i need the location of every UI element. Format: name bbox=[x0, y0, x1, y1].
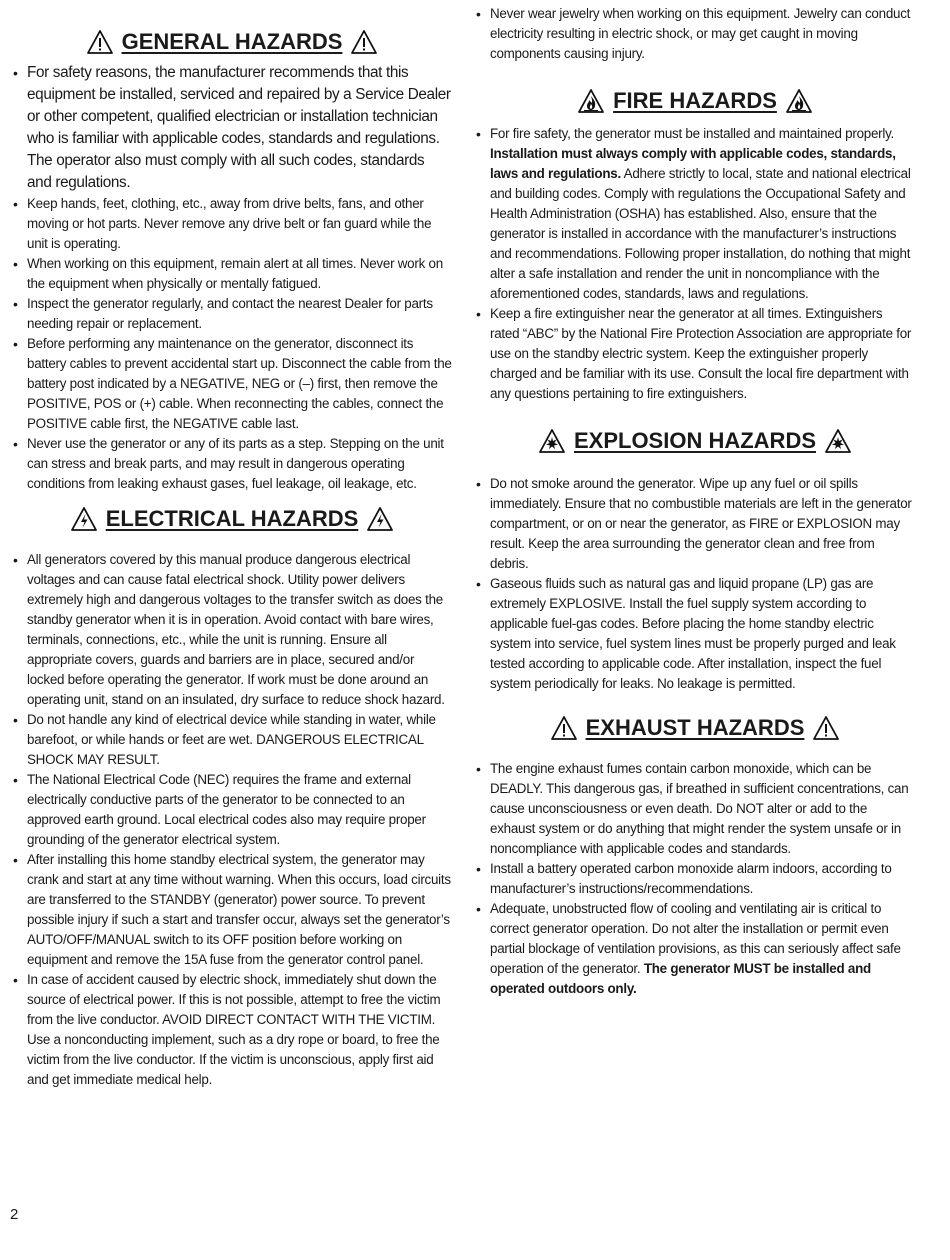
list-item: • After installing this home standby electrical system, the generator may crank and start at any time without warning. When this occurs, load circuits are transferred to the STANDBY (generator) power source. To prevent possible injury if such a start and transfer occur, always set the generator’s AUTO/OFF/MANUAL switch to its OFF position before working on equipment and remove the 15A fuse from the generator control panel. bbox=[12, 850, 452, 970]
explosion-hazards-title: EXPLOSION HAZARDS bbox=[573, 428, 817, 453]
exhaust-hazards-title: EXHAUST HAZARDS bbox=[585, 715, 805, 740]
list-item: • Install a battery operated carbon monoxide alarm indoors, according to manufacturer’s instructions/recommendations. bbox=[475, 859, 915, 899]
list-item: • Never wear jewelry when working on this equipment. Jewelry can conduct electricity resulting in electric shock, or may get caught in moving components causing injury. bbox=[475, 4, 915, 64]
fire-hazards-title: FIRE HAZARDS bbox=[613, 88, 777, 113]
explosion-triangle-icon bbox=[824, 428, 852, 454]
fire-triangle-icon bbox=[577, 88, 605, 114]
list-item: • The National Electrical Code (NEC) requires the frame and external electrically conductive parts of the generator to be connected to an approved earth ground. Local electrical codes also may require proper grounding of the generator electrical system. bbox=[12, 770, 452, 850]
explosion-triangle-icon bbox=[538, 428, 566, 454]
explosion-hazards-heading bbox=[475, 426, 915, 456]
list-item: • When working on this equipment, remain alert at all times. Never work on the equipment when physically or mentally fatigued. bbox=[12, 254, 452, 294]
exhaust-item-bold-text: The generator MUST be installed and operated outdoors only. bbox=[490, 961, 871, 996]
list-item: • For safety reasons, the manufacturer recommends that this equipment be installed, serviced and repaired by a Service Dealer or other competent, qualified electrician or installation technician who is familiar with applicable codes, standards and regulations. The operator also must comply with all such codes, standards and regulations. bbox=[12, 62, 452, 194]
left-column bbox=[12, 0, 452, 1090]
electrical-hazards-title: ELECTRICAL HAZARDS bbox=[105, 506, 359, 531]
list-item: • Do not smoke around the generator. Wipe up any fuel or oil spills immediately. Ensure that no combustible materials are left in the generator compartment, or on or near the generator, as FIRE or EXPLOSION may result. Keep the area surrounding the generator clean and free from debris. bbox=[475, 474, 915, 574]
exhaust-item-text: Adequate, unobstructed flow of cooling and ventilating air is critical to correct generator operation. Do not alter the installation or permit even partial blockage of ventilation provisions, as this can seriously affect safe operation of the generator. bbox=[490, 901, 901, 976]
exhaust-hazards-list bbox=[475, 759, 915, 999]
list-item: • Keep a fire extinguisher near the generator at all times. Extinguishers rated “ABC” by the National Fire Protection Association are appropriate for use on the standby electric system. Keep the extinguisher properly charged and be familiar with its use. Consult the local fire department with any questions pertaining to fire extinguishers. bbox=[475, 304, 915, 404]
warning-triangle-icon bbox=[812, 715, 840, 741]
exhaust-hazards-heading bbox=[475, 713, 915, 743]
electrical-hazards-list bbox=[12, 550, 452, 1090]
list-item: • Do not handle any kind of electrical device while standing in water, while barefoot, or while hands or feet are wet. DANGEROUS ELECTRICAL SHOCK MAY RESULT. bbox=[12, 710, 452, 770]
electrical-hazards-heading bbox=[12, 504, 452, 534]
explosion-hazards-list bbox=[475, 474, 915, 694]
page-number: 2 bbox=[10, 1206, 19, 1223]
fire-item-bold-text: Installation must always comply with applicable codes, standards, laws and regulations. bbox=[490, 146, 896, 181]
list-item: • In case of accident caused by electric shock, immediately shut down the source of electrical power. If this is not possible, attempt to free the victim from the live conductor. AVOID DIRECT CONTACT WITH THE VICTIM. Use a nonconducting implement, such as a dry rope or board, to free the victim from the live conductor. If the victim is unconscious, apply first aid and get immediate medical help. bbox=[12, 970, 452, 1090]
list-item: • All generators covered by this manual produce dangerous electrical voltages and can cause fatal electrical shock. Utility power delivers extremely high and dangerous voltages to the transfer switch as does the standby generator when it is in operation. Avoid contact with bare wires, terminals, connections, etc., while the unit is running. Ensure all appropriate covers, guards and barriers are in place, secured and/or locked before operating the generator. If work must be done around an operating unit, stand on an insulated, dry surface to reduce shock hazard. bbox=[12, 550, 452, 710]
fire-triangle-icon bbox=[785, 88, 813, 114]
jewelry-list bbox=[475, 4, 915, 64]
general-hazards-title: GENERAL HAZARDS bbox=[121, 29, 343, 54]
warning-triangle-icon bbox=[350, 29, 378, 55]
list-item: • The engine exhaust fumes contain carbon monoxide, which can be DEADLY. This dangerous gas, if breathed in sufficient concentrations, can cause unconsciousness or even death. Do NOT alter or add to the exhaust system or do anything that might render the system unsafe or in noncompliance with applicable codes and standards. bbox=[475, 759, 915, 859]
list-item: • Inspect the generator regularly, and contact the nearest Dealer for parts needing repair or replacement. bbox=[12, 294, 452, 334]
list-item bbox=[475, 899, 915, 999]
fire-hazards-heading bbox=[475, 86, 915, 116]
fire-item-text: For fire safety, the generator must be installed and maintained properly. bbox=[490, 126, 895, 141]
fire-hazards-list bbox=[475, 124, 915, 404]
list-item bbox=[475, 124, 915, 304]
general-hazards-heading bbox=[12, 27, 452, 57]
list-item: • Keep hands, feet, clothing, etc., away from drive belts, fans, and other moving or hot parts. Never remove any drive belt or fan guard while the unit is operating. bbox=[12, 194, 452, 254]
warning-triangle-icon bbox=[86, 29, 114, 55]
electric-shock-triangle-icon bbox=[70, 506, 98, 532]
right-column bbox=[475, 0, 915, 999]
general-hazards-list bbox=[12, 62, 452, 494]
fire-item-text: Adhere strictly to local, state and national electrical and building codes. Comply with regulations the Occupational Safety and Health Administration (OSHA) has established. Also, ensure that the generator is installed in accordance with the manufacturer’s instructions and recommendations. Following proper installation, do nothing that might alter a safe installation and render the unit in noncompliance with the aforementioned codes, standards, laws and regulations. bbox=[490, 166, 911, 301]
electric-shock-triangle-icon bbox=[366, 506, 394, 532]
list-item: • Before performing any maintenance on the generator, disconnect its battery cables to prevent accidental start up. Disconnect the cable from the battery post indicated by a NEGATIVE, NEG or (–) first, then remove the POSITIVE, POS or (+) cable. When reconnecting the cables, connect the POSITIVE cable first, the NEGATIVE cable last. bbox=[12, 334, 452, 434]
list-item: • Never use the generator or any of its parts as a step. Stepping on the unit can stress and break parts, and may result in dangerous operating conditions from leaking exhaust gases, fuel leakage, oil leakage, etc. bbox=[12, 434, 452, 494]
warning-triangle-icon bbox=[550, 715, 578, 741]
list-item: • Gaseous fluids such as natural gas and liquid propane (LP) gas are extremely EXPLOSIVE. Install the fuel supply system according to applicable fuel-gas codes. Before placing the home standby electric system into service, fuel system lines must be properly purged and leak tested according to applicable code. After installation, inspect the fuel system periodically for leaks. No leakage is permitted. bbox=[475, 574, 915, 694]
